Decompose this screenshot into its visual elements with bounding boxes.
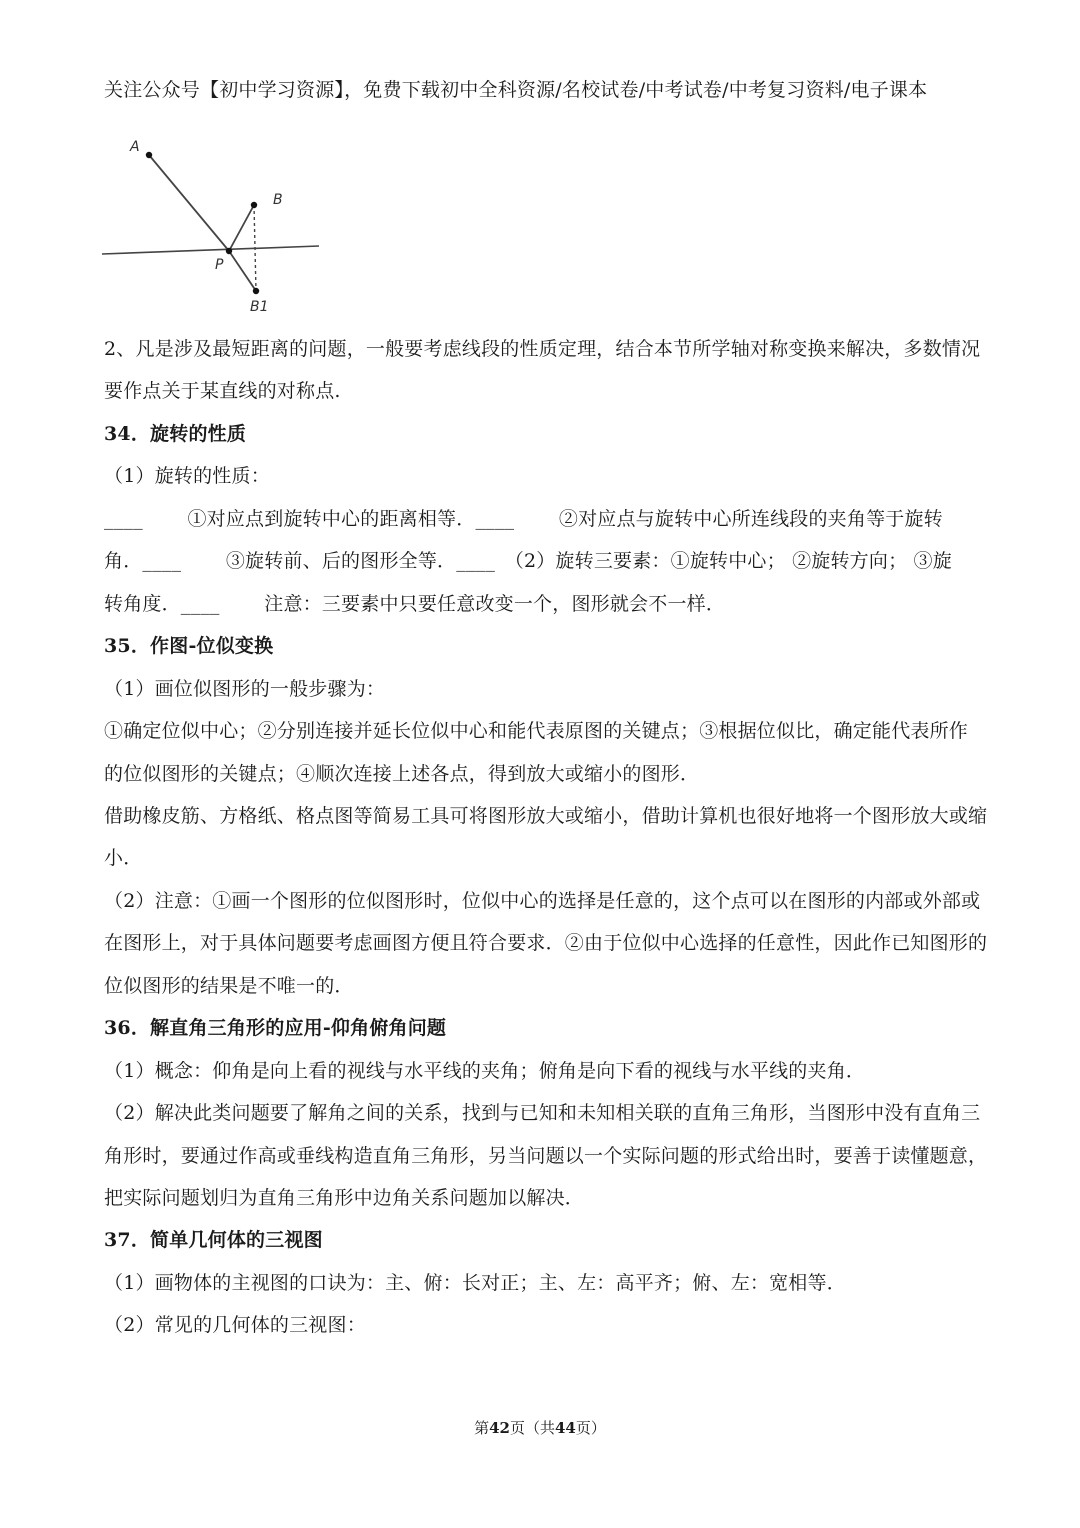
section-35-line-2: ①确定位似中心；②分别连接并延长位似中心和能代表原图的关键点；③根据位似比，确定能代表所作 (104, 720, 969, 742)
label-b: B (273, 192, 283, 208)
paragraph-2-line-1: 2、凡是涉及最短距离的问题，一般要考虑线段的性质定理，结合本节所学轴对称变换来解决，多数情况 (104, 338, 981, 360)
section-35-line-3: 的位似图形的关键点；④顺次连接上述各点，得到放大或缩小的图形． (104, 763, 700, 785)
label-p: P (215, 257, 224, 273)
dashed-bb1 (254, 205, 256, 291)
point-b1 (253, 288, 259, 294)
section-35-line-8: 位似图形的结果是不唯一的． (104, 975, 354, 997)
section-37-line-1: （1）画物体的主视图的口诀为：主、俯：长对正；主、左：高平齐；俯、左：宽相等． (104, 1272, 846, 1294)
section-34-line-3: 角．____ ③旋转前、后的图形全等．____ （2）旋转三要素：①旋转中心； ②旋转方向； ③旋 (104, 550, 952, 572)
section-34-line-2: ____ ①对应点到旋转中心的距离相等．____ ②对应点与旋转中心所连线段的夹角等于旋转 (104, 508, 943, 530)
label-b1: B1 (250, 299, 269, 315)
point-b (251, 202, 257, 208)
point-p (226, 248, 232, 254)
header-notice: 关注公众号【初中学习资源】，免费下载初中全科资源/名校试卷/中考试卷/中考复习资料/电子课本 (104, 79, 928, 101)
section-35-line-4: 借助橡皮筋、方格纸、格点图等简易工具可将图形放大或缩小，借助计算机也很好地将一个图形放大或缩 (104, 805, 988, 827)
section-36-line-3: 角形时，要通过作高或垂线构造直角三角形，另当问题以一个实际问题的形式给出时，要善于读懂题意， (104, 1145, 988, 1167)
point-a (146, 152, 152, 158)
paragraph-2-line-2: 要作点关于某直线的对称点. (104, 380, 341, 402)
section-34-title: 34．旋转的性质 (104, 423, 247, 445)
horizontal-line (102, 246, 319, 254)
section-35-title: 35．作图-位似变换 (104, 635, 274, 657)
section-34-line-1: （1）旋转的性质： (104, 465, 270, 487)
section-36-line-1: （1）概念：仰角是向上看的视线与水平线的夹角；俯角是向下看的视线与水平线的夹角． (104, 1060, 866, 1082)
page-footer (0, 1417, 1080, 1439)
segment-pb1 (229, 251, 256, 291)
reflection-figure (100, 136, 322, 322)
section-37-line-2: （2）常见的几何体的三视图： (104, 1314, 366, 1336)
footer-prefix: 第 (474, 1419, 490, 1437)
section-35-line-7: 在图形上，对于具体问题要考虑画图方便且符合要求．②由于位似中心选择的任意性，因此作已知图形的 (104, 932, 988, 954)
section-35-line-1: （1）画位似图形的一般步骤为： (104, 678, 386, 700)
section-36-title: 36．解直角三角形的应用-仰角俯角问题 (104, 1017, 447, 1039)
segment-ap (149, 155, 229, 251)
reflection-diagram (100, 136, 322, 322)
footer-mid: 页（共 (509, 1419, 555, 1437)
section-35-line-5: 小． (104, 847, 143, 869)
footer-total-pages: 44 (555, 1419, 576, 1437)
section-36-line-2: （2）解决此类问题要了解角之间的关系，找到与已知和未知相关联的直角三角形，当图形中没有直角三 (104, 1102, 981, 1124)
label-a: A (130, 139, 140, 155)
section-37-title: 37．简单几何体的三视图 (104, 1229, 323, 1251)
footer-suffix: 页） (575, 1419, 606, 1437)
section-35-line-6: （2）注意：①画一个图形的位似图形时，位似中心的选择是任意的，这个点可以在图形的内部或外部或 (104, 890, 981, 912)
section-34-line-4: 转角度．____ 注意：三要素中只要任意改变一个，图形就会不一样． (104, 593, 726, 615)
segment-pb (229, 205, 254, 251)
section-36-line-4: 把实际问题划归为直角三角形中边角关系问题加以解决． (104, 1187, 585, 1209)
footer-page-number: 42 (489, 1419, 510, 1437)
